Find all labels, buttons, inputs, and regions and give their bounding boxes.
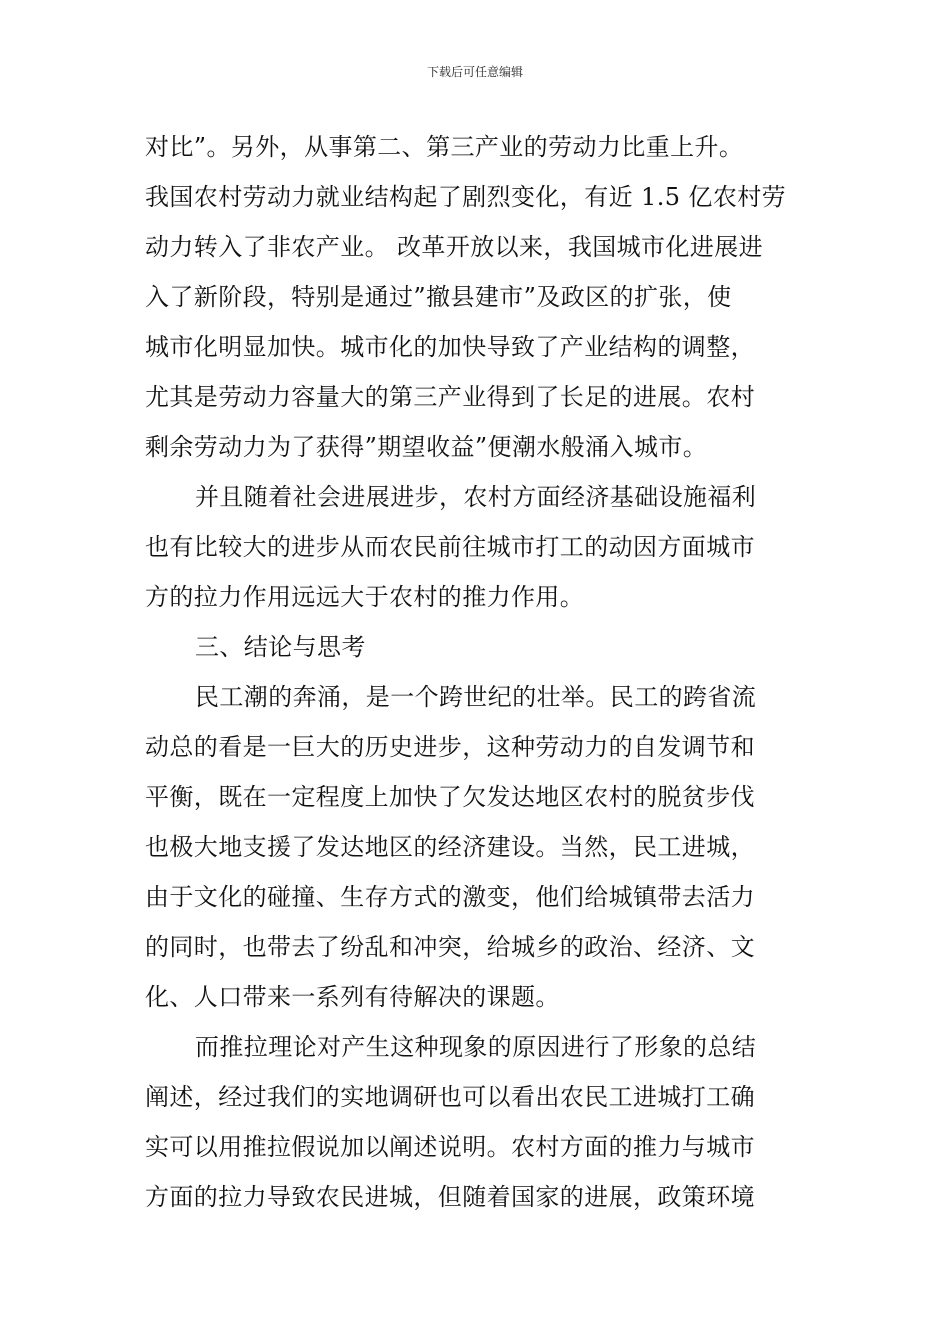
text-line: 民工潮的奔涌，是一个跨世纪的壮举。民工的跨省流 [195, 683, 757, 711]
text-line: 由于文化的碰撞、生存方式的激变，他们给城镇带去活力 [145, 883, 755, 911]
text-line: 城市化明显加快。城市化的加快导致了产业结构的调整， [145, 333, 755, 361]
text-line: 我国农村劳动力就业结构起了剧烈变化，有近 1.5 亿农村劳 [145, 183, 787, 211]
text-line: 也有比较大的进步从而农民前往城市打工的动因方面城市 [145, 533, 755, 561]
text-line: 实可以用推拉假说加以阐述说明。农村方面的推力与城市 [145, 1133, 755, 1161]
text-line: 方的拉力作用远远大于农村的推力作用。 [145, 583, 585, 611]
text-line: 阐述，经过我们的实地调研也可以看出农民工进城打工确 [145, 1083, 755, 1111]
paragraph-1 [145, 122, 810, 472]
section-heading [145, 622, 810, 672]
text-line: 对比”。另外，从事第二、第三产业的劳动力比重上升。 [145, 133, 744, 161]
text-line: 并且随着社会进展进步，农村方面经济基础设施福利 [195, 483, 757, 511]
paragraph-4 [145, 1022, 810, 1222]
text-line: 动力转入了非农产业。 改革开放以来，我国城市化进展进 [145, 233, 764, 261]
text-line: 化、人口带来一系列有待解决的课题。 [145, 983, 560, 1011]
text-line: 入了新阶段，特别是通过”撤县建市”及政区的扩张，使 [145, 283, 732, 311]
text-line: 也极大地支援了发达地区的经济建设。当然，民工进城， [145, 833, 755, 861]
text-line: 尤其是劳动力容量大的第三产业得到了长足的进展。农村 [145, 383, 755, 411]
page-header: 下载后可任意编辑 [426, 65, 523, 79]
paragraph-2 [145, 472, 810, 622]
text-line: 的同时，也带去了纷乱和冲突，给城乡的政治、经济、文 [145, 933, 755, 961]
document-body [145, 122, 810, 1222]
text-line: 方面的拉力导致农民进城，但随着国家的进展，政策环境 [145, 1183, 755, 1211]
text-line: 平衡，既在一定程度上加快了欠发达地区农村的脱贫步伐 [145, 783, 755, 811]
text-line: 动总的看是一巨大的历史进步，这种劳动力的自发调节和 [145, 733, 755, 761]
section-heading-text: 三、结论与思考 [195, 633, 366, 661]
text-line: 剩余劳动力为了获得”期望收益”便潮水般涌入城市。 [145, 433, 708, 461]
paragraph-3 [145, 672, 810, 1022]
text-line: 而推拉理论对产生这种现象的原因进行了形象的总结 [195, 1033, 757, 1061]
